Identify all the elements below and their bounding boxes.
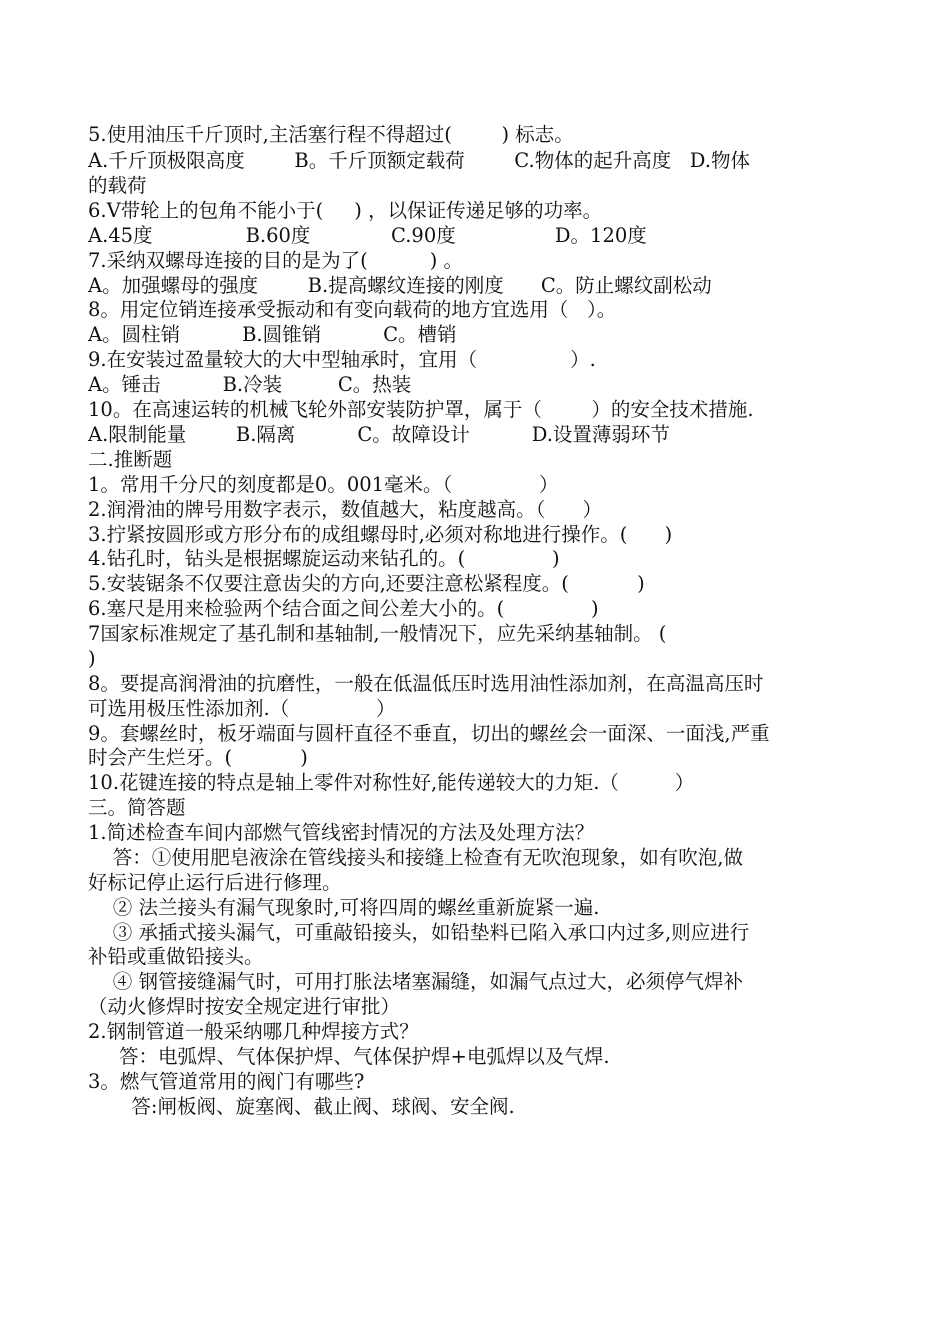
question-10: 10。在高速运转的机械飞轮外部安装防护罩，属于（ ）的安全技术措施. [88, 398, 754, 421]
question-7-options: A。加强螺母的强度 B.提高螺纹连接的刚度 C。防止螺纹副松动 [88, 274, 712, 297]
question-5-options-cont: 的载荷 [88, 174, 147, 197]
question-5: 5.使用油压千斤顶时,主活塞行程不得超过( ) 标志。 [88, 123, 574, 146]
question-8-options: A。圆柱销 B.圆锥销 C。槽销 [88, 323, 457, 346]
judgment-1: 1。常用千分尺的刻度都是0。001毫米。（ ） [88, 473, 559, 496]
answer-1-line-3: ② 法兰接头有漏气现象时,可将四周的螺丝重新旋紧一遍. [88, 896, 600, 919]
section-3-heading: 三。简答题 [88, 796, 186, 819]
short-answer-2: 2.钢制管道一般采纳哪几种焊接方式？ [88, 1020, 419, 1043]
judgment-6: 6.塞尺是用来检验两个结合面之间公差大小的。( ) [88, 597, 599, 620]
short-answer-1: 1.简述检查车间内部燃气管线密封情况的方法及处理方法？ [88, 821, 595, 844]
question-10-options: A.限制能量 B.隔离 C。故障设计 D.设置薄弱环节 [88, 423, 670, 446]
answer-1-line-4: ③ 承插式接头漏气，可重敲铅接头，如铅垫料已陷入承口内过多,则应进行 [88, 921, 750, 944]
question-6-options: A.45度 B.60度 C.90度 D。120度 [88, 224, 647, 247]
answer-2: 答：电弧焊、气体保护焊、气体保护焊+电弧焊以及气焊. [88, 1045, 610, 1068]
short-answer-3: 3。燃气管道常用的阀门有哪些? [88, 1070, 365, 1093]
judgment-4: 4.钻孔时，钻头是根据螺旋运动来钻孔的。( ) [88, 547, 560, 570]
judgment-2: 2.润滑油的牌号用数字表示，数值越大，粘度越高。（ ） [88, 498, 603, 521]
judgment-7-cont: ) [88, 647, 96, 670]
answer-1-line-7: （动火修焊时按安全规定进行审批） [88, 995, 401, 1018]
question-8: 8。用定位销连接承受振动和有变向载荷的地方宜选用（ ）。 [88, 298, 617, 321]
answer-1-line-5: 补铅或重做铅接头。 [88, 945, 264, 968]
answer-1-line-2: 好标记停止运行后进行修理。 [88, 871, 342, 894]
question-7: 7.采纳双螺母连接的目的是为了( ) 。 [88, 249, 464, 272]
answer-3: 答:闸板阀、旋塞阀、截止阀、球阀、安全阀. [88, 1095, 515, 1118]
judgment-3: 3.拧紧按圆形或方形分布的成组螺母时,必须对称地进行操作。( ) [88, 523, 673, 546]
judgment-9: 9。套螺丝时，板牙端面与圆杆直径不垂直，切出的螺丝会一面深、一面浅,严重 [88, 722, 770, 745]
judgment-8: 8。要提高润滑油的抗磨性，一般在低温低压时选用油性添加剂，在高温高压时 [88, 672, 764, 695]
question-5-options: A.千斤顶极限高度 B。千斤顶额定载荷 C.物体的起升高度 D.物体 [88, 149, 750, 172]
section-2-heading: 二.推断题 [88, 448, 173, 471]
judgment-8-cont: 可选用极压性添加剂.（ ） [88, 697, 396, 720]
judgment-7: 7国家标准规定了基孔制和基轴制,一般情况下，应先采纳基轴制。 ( [88, 622, 667, 645]
question-9: 9.在安装过盈量较大的大中型轴承时，宜用（ ）. [88, 348, 596, 371]
answer-1-line-6: ④ 钢管接缝漏气时，可用打胀法堵塞漏缝，如漏气点过大，必须停气焊补 [88, 970, 743, 993]
question-6: 6.V带轮上的包角不能小于( ) ，以保证传递足够的功率。 [88, 199, 603, 222]
judgment-10: 10.花键连接的特点是轴上零件对称性好,能传递较大的力矩.（ ） [88, 771, 695, 794]
answer-1-line-1: 答：①使用肥皂液涂在管线接头和接缝上检查有无吹泡现象，如有吹泡,做 [88, 846, 743, 869]
judgment-9-cont: 时会产生烂牙。( ) [88, 746, 308, 769]
judgment-5: 5.安装锯条不仅要注意齿尖的方向,还要注意松紧程度。( ) [88, 572, 645, 595]
question-9-options: A。锤击 B.冷装 C。热装 [88, 373, 412, 396]
